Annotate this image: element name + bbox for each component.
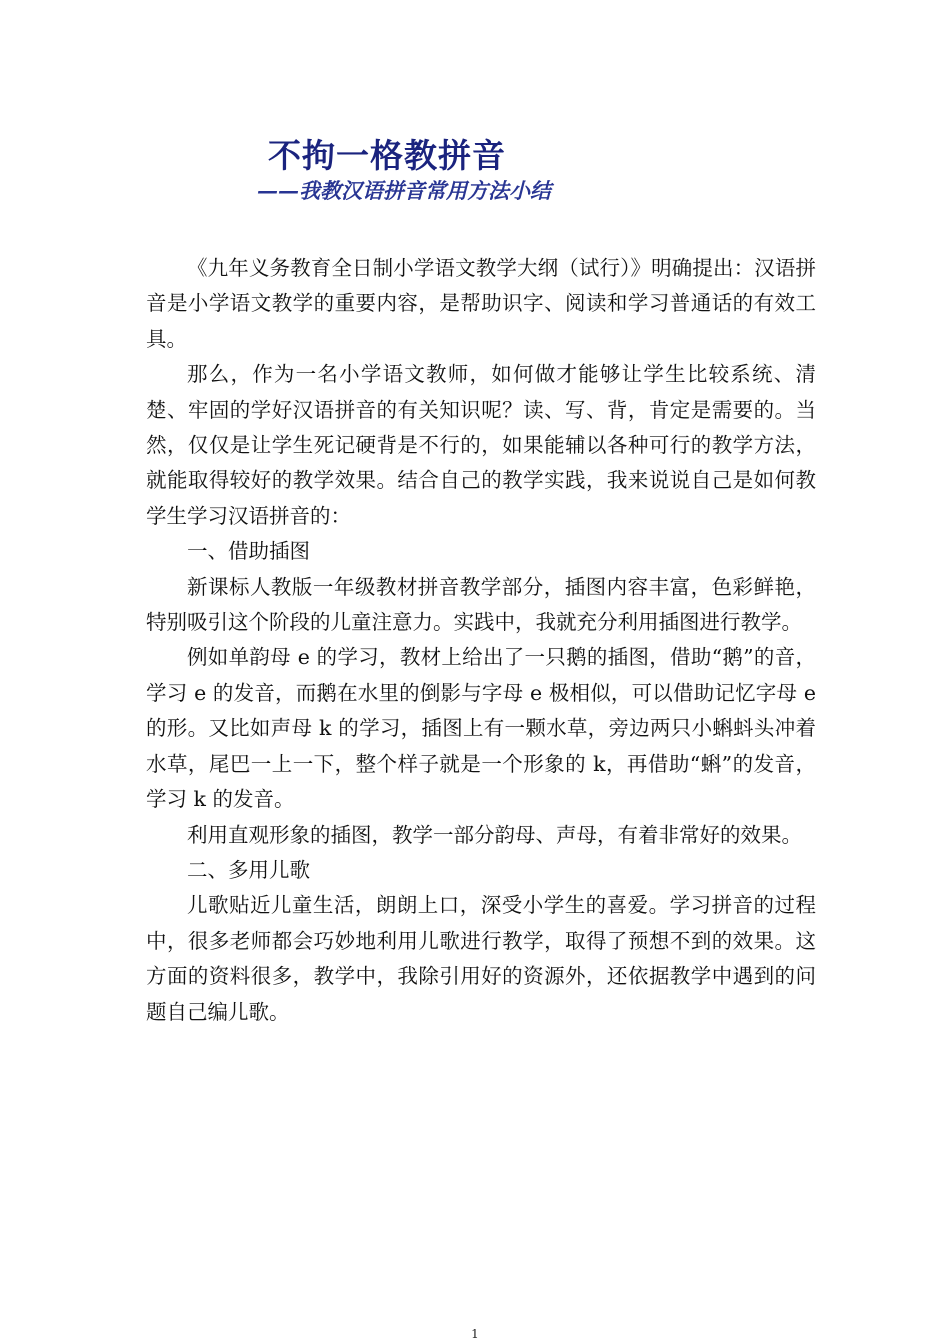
paragraph-illustrations: 新课标人教版一年级教材拼音教学部分，插图内容丰富，色彩鲜艳，特别吸引这个阶段的儿童注意力。实践中，我就充分利用插图进行教学。	[146, 574, 816, 635]
section-heading-illustrations: 一、借助插图	[187, 539, 310, 564]
paragraph-question: 那么，作为一名小学语文教师，如何做才能够让学生比较系统、清楚、牢固的学好汉语拼音的有关知识呢？读、写、背，肯定是需要的。当然，仅仅是让学生死记硬背是不行的，如果能辅以各种可行的教学方法，就能取得较好的教学效果。结合自己的教学实践，我来说说自己是如何教学生学习汉语拼音的：	[146, 362, 816, 528]
page-number: 1	[471, 1327, 479, 1341]
document-body	[146, 251, 816, 1030]
paragraph-songs: 儿歌贴近儿童生活，朗朗上口，深受小学生的喜爱。学习拼音的过程中，很多老师都会巧妙地利用儿歌进行教学，取得了预想不到的效果。这方面的资料很多，教学中，我除引用好的资源外，还依据教学中遇到的问题自己编儿歌。	[146, 893, 816, 1024]
document-title: 不拘一格教拼音	[268, 136, 506, 175]
section-heading-songs: 二、多用儿歌	[187, 857, 310, 882]
paragraph-examples: 例如单韵母 e 的学习，教材上给出了一只鹅的插图，借助“鹅”的音，学习 e 的发音，而鹅在水里的倒影与字母 e 极相似，可以借助记忆字母 e 的形。又比如声母 k 的学习，插图上有一颗水草，旁边两只小蝌蚪头冲着水草，尾巴一上一下，整个样子就是一个形象的 k，再借助“蝌”的发音，学习 k 的发音。	[146, 645, 816, 812]
document-subtitle: ——我教汉语拼音常用方法小结	[257, 178, 551, 203]
paragraph-illustration-effect: 利用直观形象的插图，教学一部分韵母、声母，有着非常好的效果。	[187, 822, 802, 847]
paragraph-intro: 《九年义务教育全日制小学语文教学大纲（试行）》明确提出：汉语拼音是小学语文教学的重要内容，是帮助识字、阅读和学习普通话的有效工具。	[146, 256, 816, 351]
